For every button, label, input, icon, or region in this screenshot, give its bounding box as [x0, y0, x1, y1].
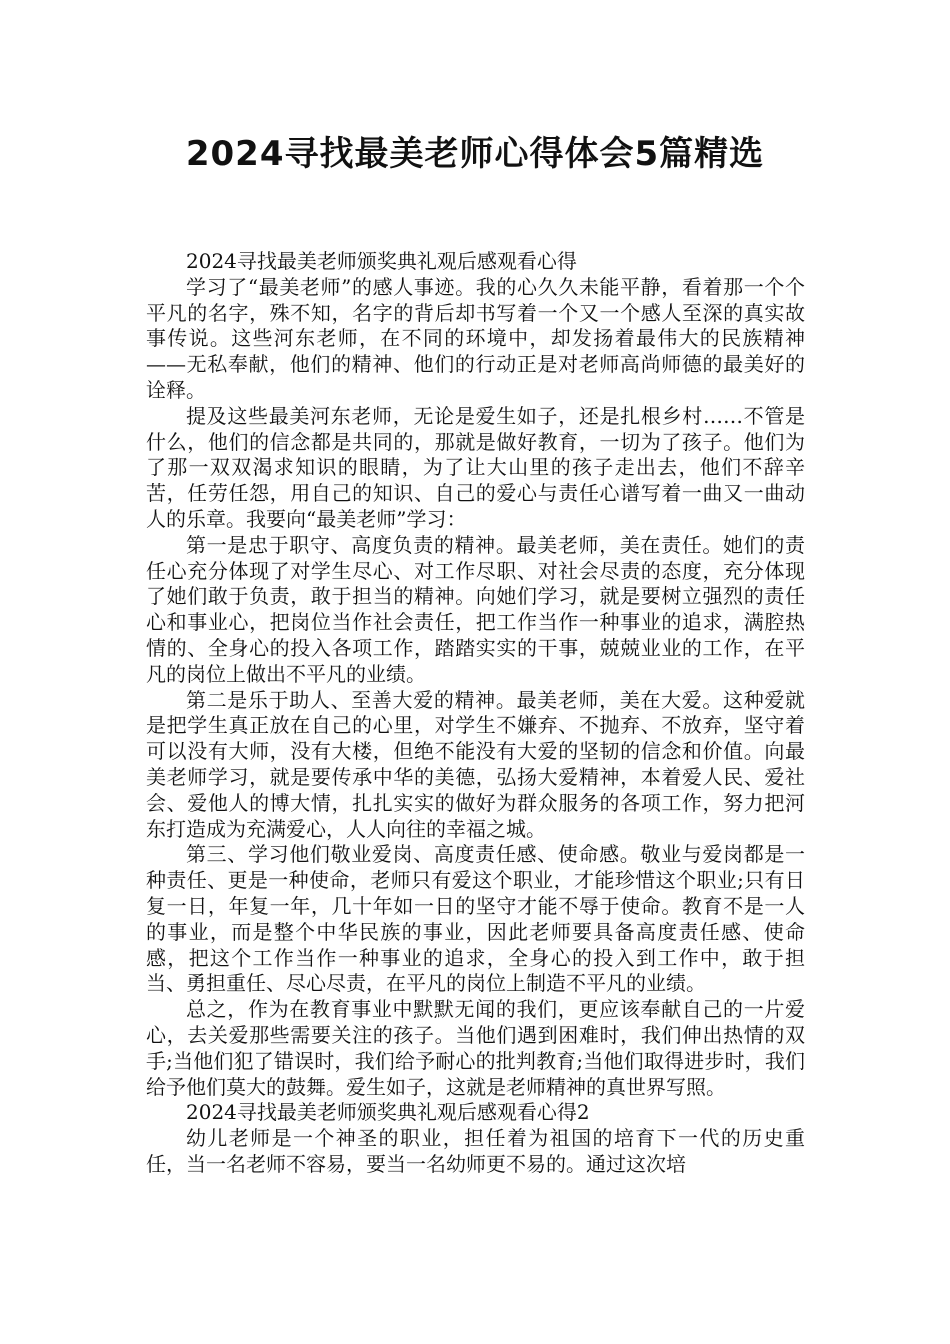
body-paragraph: 学习了“最美老师”的感人事迹。我的心久久未能平静，看着那一个个平凡的名字，殊不知，名字的背后却书写着一个又一个感人至深的真实故事传说。这些河东老师，在不同的环境中，却发扬着最伟大的民族精神——无私奉献，他们的精神、他们的行动正是对老师高尚师德的最美好的诠释。: [146, 274, 805, 402]
body-paragraph: 提及这些最美河东老师，无论是爱生如子，还是扎根乡村……不管是什么，他们的信念都是共同的，那就是做好教育，一切为了孩子。他们为了那一双双渴求知识的眼睛，为了让大山里的孩子走出去，他们不辞辛苦，任劳任怨，用自己的知识、自己的爱心与责任心谱写着一曲又一曲动人的乐章。我要向“最美老师”学习：: [146, 403, 805, 531]
document-title: 2024寻找最美老师心得体会5篇精选: [185, 134, 765, 174]
document-body: [146, 249, 805, 1178]
body-paragraph: 第二是乐于助人、至善大爱的精神。最美老师，美在大爱。这种爱就是把学生真正放在自己的心里，对学生不嫌弃、不抛弃、不放弃，坚守着可以没有大师，没有大楼，但绝不能没有大爱的坚韧的信念和价值。向最美老师学习，就是要传承中华的美德，弘扬大爱精神，本着爱人民、爱社会、爱他人的博大情，扎扎实实的做好为群众服务的各项工作，努力把河东打造成为充满爱心，人人向往的幸福之城。: [146, 687, 805, 841]
body-paragraph: 第一是忠于职守、高度负责的精神。最美老师，美在责任。她们的责任心充分体现了对学生尽心、对工作尽职、对社会尽责的态度，充分体现了她们敢于负责，敢于担当的精神。向她们学习，就是要树立强烈的责任心和事业心，把岗位当作社会责任，把工作当作一种事业的追求，满腔热情的、全身心的投入各项工作，踏踏实实的干事，兢兢业业的工作，在平凡的岗位上做出不平凡的业绩。: [146, 532, 805, 686]
body-paragraph: 第三、学习他们敬业爱岗、高度责任感、使命感。敬业与爱岗都是一种责任、更是一种使命，老师只有爱这个职业，才能珍惜这个职业;只有日复一日，年复一年，几十年如一日的坚守才能不辱于使命。教育不是一人的事业，而是整个中华民族的事业，因此老师要具备高度责任感、使命感，把这个工作当作一种事业的追求，全身心的投入到工作中，敢于担当、勇担重任、尽心尽责，在平凡的岗位上制造不平凡的业绩。: [146, 842, 805, 996]
section-heading: 2024寻找最美老师颁奖典礼观后感观看心得2: [186, 1100, 590, 1125]
section-heading: 2024寻找最美老师颁奖典礼观后感观看心得: [186, 249, 577, 273]
body-paragraph: 总之，作为在教育事业中默默无闻的我们，更应该奉献自己的一片爱心，去关爱那些需要关注的孩子。当他们遇到困难时，我们伸出热情的双手;当他们犯了错误时，我们给予耐心的批判教育;当他们取得进步时，我们给予他们莫大的鼓舞。爱生如子，这就是老师精神的真世界写照。: [146, 997, 805, 1099]
body-paragraph: 幼儿老师是一个神圣的职业，担任着为祖国的培育下一代的历史重任，当一名老师不容易，要当一名幼师更不易的。通过这次培: [146, 1126, 805, 1176]
